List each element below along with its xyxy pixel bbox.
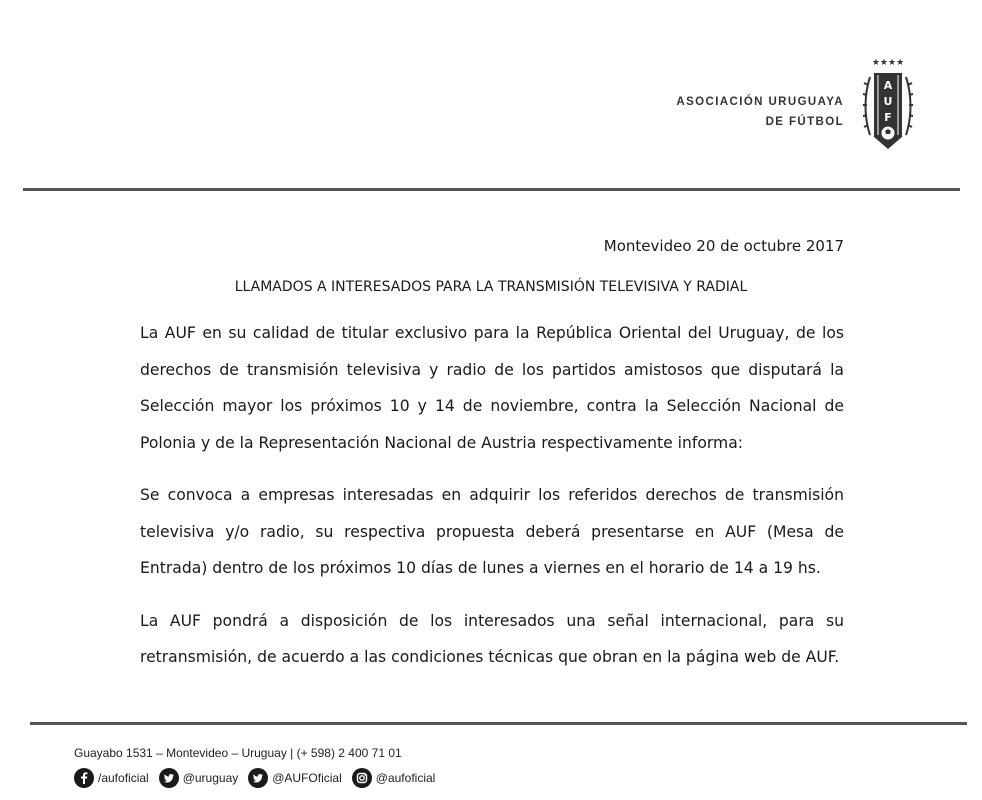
footer-address: Guayabo 1531 – Montevideo – Uruguay | (+ 598) 2 400 71 01 — [74, 746, 402, 760]
social-handle: @aufoficial — [375, 771, 436, 785]
crest-letters: A — [883, 79, 893, 92]
paragraph: Se convoca a empresas interesadas en adquirir los referidos derechos de transmisión televisiva y/o radio, su respectiva propuesta deberá presentarse en AUF (Mesa de Entrada) dentro de los próximos 10 días de lunes a viernes en el horario de 14 a 19 hs. — [140, 486, 844, 577]
social-handle: @AUFOficial — [272, 771, 342, 785]
twitter-icon — [159, 768, 179, 788]
social-handle: @uruguay — [182, 771, 239, 785]
svg-text:F: F — [884, 111, 892, 124]
svg-text:U: U — [883, 95, 893, 108]
social-handle: /aufoficial — [98, 771, 149, 785]
auf-crest-logo — [860, 55, 916, 153]
footer — [74, 746, 435, 788]
social-links — [74, 768, 435, 788]
paragraph: La AUF en su calidad de titular exclusivo para la República Oriental del Uruguay, de los derechos de transmisión televisiva y radio de los partidos amistosos que disputará la Selección mayor los próximos 10 y 14 de noviembre, contra la Selección Nacional de Polonia y de la Representación Nacional de Austria respectivamente informa: — [140, 324, 844, 452]
header-divider — [23, 188, 960, 191]
instagram-icon — [352, 768, 372, 788]
document-date: Montevideo 20 de octubre 2017 — [603, 237, 844, 255]
facebook-icon — [74, 768, 94, 788]
footer-divider — [30, 722, 967, 725]
social-link-twitter-auf[interactable] — [248, 768, 342, 788]
social-link-facebook[interactable] — [74, 768, 149, 788]
organization-name — [676, 92, 844, 132]
crest-stars: ★★★★ — [871, 58, 905, 68]
social-link-twitter-uruguay[interactable] — [159, 768, 239, 788]
organization-name-line1: ASOCIACIÓN URUGUAYA — [676, 96, 844, 108]
social-link-instagram[interactable] — [352, 768, 436, 788]
document-title: LLAMADOS A INTERESADOS PARA LA TRANSMISIÓN TELEVISIVA Y RADIAL — [234, 279, 748, 295]
twitter-icon — [248, 768, 268, 788]
document-body — [140, 315, 844, 692]
organization-name-line2: DE FÚTBOL — [765, 116, 844, 128]
paragraph: La AUF pondrá a disposición de los interesados una señal internacional, para su retransmisión, de acuerdo a las condiciones técnicas que obran en la página web de AUF. — [140, 611, 844, 666]
